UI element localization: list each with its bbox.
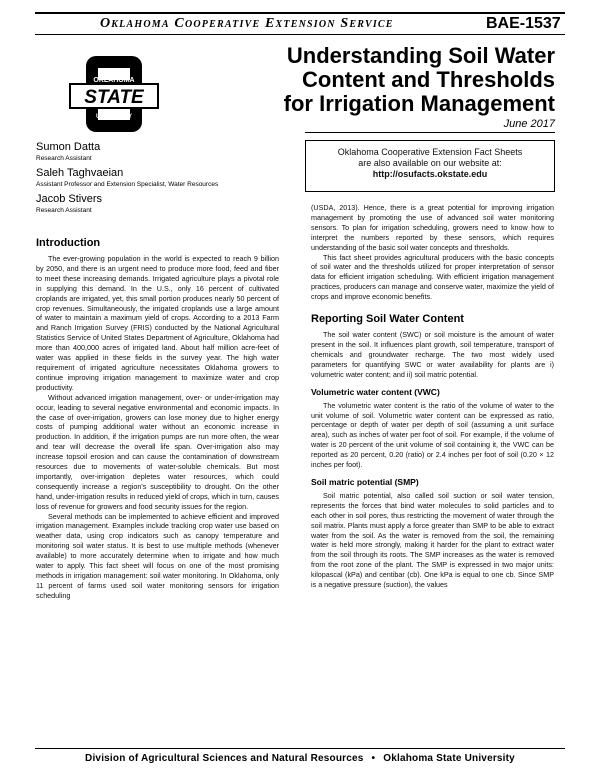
author-name: Jacob Stivers xyxy=(36,193,103,205)
author-block xyxy=(36,141,100,163)
header-rule-bottom xyxy=(35,34,565,35)
right-column xyxy=(311,203,554,590)
date-rule xyxy=(305,132,555,133)
paragraph: Several methods can be implemented to achieve efficient and improved irrigation management. Examples include tracking crop water use based on weather data, using crop indicators such as canopy temperature and monitoring soil water status. It is best to use multiple methods (whenever available) to more accurately determine when to irrigate and how much water to apply. This fact sheet will focus on one of the most promising methods in irrigation management: soil water monitoring. In Oklahoma, only 11 percent of farms used soil water monitoring sensors for irrigation scheduling xyxy=(36,511,279,600)
paragraph: The ever-growing population in the world is expected to reach 9 billion by 2050, and there is an urgent need to produce more food, feed and fiber to meet these increasing demands. Irrigated agriculture plays a pivotal role in supplying this demand. In the U.S., only 16 percent of cultivated croplands are irrigated, yet, this small portion produces nearly 50 percent of crop revenues. Simultaneously, the irrigated croplands use a large amount of water to maintain a maximum yield of crops. According to a 2013 Farm and Ranch Irrigation Survey (FRIS) conducted by the National Agricultural Statistics Service of United States Department of Agriculture, Oklahoma had more than 400,000 acres of irrigated land. About half million acre-feet of water was applied in these fields in the survey year. The high water requirement of irrigated agriculture necessitates Oklahoma growers to continue improving irrigation management to maximize water and crop productivity. xyxy=(36,254,279,392)
footer-division: Division of Agricultural Sciences and Natural Resources xyxy=(85,753,364,764)
section-heading-reporting: Reporting Soil Water Content xyxy=(311,313,464,326)
series-name: Oklahoma Cooperative Extension Service xyxy=(100,16,394,31)
subheading-smp: Soil matric potential (SMP) xyxy=(311,476,419,487)
paragraph: (USDA, 2013). Hence, there is a great potential for improving irrigation management by promoting the use of advanced soil water monitoring sensors. To plan for irrigation scheduling, growers need to know how to interpret the numbers reported by these sensors, which requires understanding of the basic soil water concepts and thresholds. xyxy=(311,203,554,252)
title-line: Understanding Soil Water xyxy=(286,43,555,68)
logo-text-oklahoma: OKLAHOMA xyxy=(93,77,135,84)
author-block xyxy=(36,167,218,189)
paragraph: The soil water content (SWC) or soil moisture is the amount of water present in the soil. It influences plant growth, soil temperature, transport of chemicals and groundwater recharge. The two most widely used parameters for quantifying SWC or water availability for plants are i) volumetric water content; and ii) soil matric potential. xyxy=(311,330,554,379)
author-role: Assistant Professor and Extension Specialist, Water Resources xyxy=(36,181,219,188)
logo-text-state: STATE xyxy=(84,87,144,108)
publication-date: June 2017 xyxy=(503,118,555,130)
factbox-line: are also available on our website at: xyxy=(358,158,502,168)
footer-separator: • xyxy=(371,753,376,764)
osu-logo xyxy=(68,52,160,136)
footer-rule xyxy=(35,748,565,749)
author-name: Saleh Taghvaeian xyxy=(36,167,124,179)
header-rule-top xyxy=(35,12,565,14)
paragraph: Without advanced irrigation management, over- or under-irrigation may occur, leading to several negative environmental and economic impacts. In the case of over-irrigation, growers can lose money due to higher energy costs of pumping additional water without an economic increase in production. In addition, if the irrigation pumps are run more often, the wear and tear will decrease the overall life span. Over-irrigation also may increase topsoil erosion and can cause the contamination of downstream resources due to movements of water-soluble chemicals. But most importantly, over-irrigation depletes water resources, which could consequently increase a region's susceptibility to drought. On the other hand, under-irrigation results in reduced yield of crops, which in turn, causes loss of revenue for growers and food security issues for the region. xyxy=(36,392,279,511)
page-title xyxy=(195,44,555,116)
osufacts-link[interactable]: http://osufacts.okstate.edu xyxy=(372,169,488,179)
title-line: Content and Thresholds xyxy=(302,67,555,92)
subheading-vwc: Volumetric water content (VWC) xyxy=(311,386,440,397)
section-heading-introduction: Introduction xyxy=(36,237,101,249)
logo-text-university: UNIVERSITY xyxy=(95,114,133,120)
fact-sheet-code: BAE-1537 xyxy=(486,15,561,32)
footer-university: Oklahoma State University xyxy=(383,753,515,764)
left-column xyxy=(36,236,279,601)
footer xyxy=(35,753,565,764)
paragraph: The volumetric water content is the ratio of the volume of water to the unit volume of soil. Volumetric water content can be expressed as ratio, percentage or depth of water per depth of soil (assuming a unit surface area), such as inches of water per foot of soil. For example, if the volume of water is 20 percent of the unit volume of soil containing it, the VWC can be reported as 20 percent, 0.20 (ratio) or 2.4 inches per foot of soil (0.20 × 12 inches per foot). xyxy=(311,400,554,470)
factbox-line: Oklahoma Cooperative Extension Fact Sheets xyxy=(337,147,523,157)
title-line: for Irrigation Management xyxy=(283,91,555,116)
author-name: Sumon Datta xyxy=(36,141,101,153)
author-block xyxy=(36,193,102,215)
paragraph: This fact sheet provides agricultural producers with the basic concepts of soil water and the thresholds utilized for proper interpretation of sensor data for efficient irrigation scheduling. With efficient irrigation management practices, producers can manage and conserve water, maximize the yield of crops and improve economic benefits. xyxy=(311,252,554,302)
author-role: Research Assistant xyxy=(36,155,92,162)
paragraph: Soil matric potential, also called soil suction or soil water tension, represents the forces that bind water molecules to solid particles and to each other in soil pores, thus restricting the movement of water through the soil matrix. Plants must apply a force greater than SMP to be able to extract water from the soil. As the water is removed from the soil, the remaining water is held more strongly, making it harder for the plant to extract water from the soil through its roots. The SMP increases as the water is removed from the root zone of the plant. The SMP is expressed in two major units: kilopascal (kPa) and centibar (cb). One kPa is equal to one cb. Since SMP is a negative pressure (suction), the values xyxy=(311,490,554,590)
author-role: Research Assistant xyxy=(36,207,92,214)
fact-sheet-box xyxy=(305,140,555,192)
